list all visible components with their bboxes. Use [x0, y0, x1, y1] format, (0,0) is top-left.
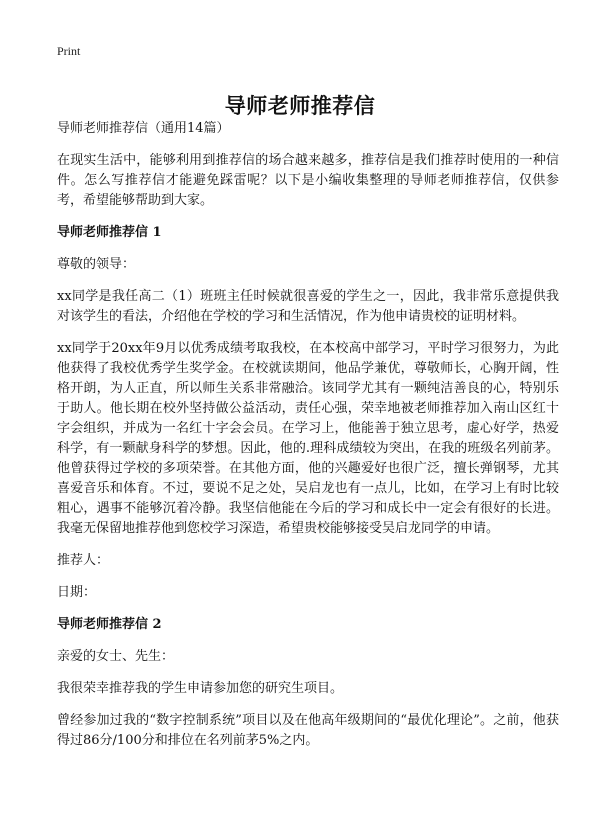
letter2-salutation: 亲爱的女士、先生：	[57, 649, 175, 664]
article-body	[57, 119, 559, 763]
print-link[interactable]: Print	[57, 44, 81, 58]
letter1-paragraph-2: xx同学于20xx年9月以优秀成绩考取我校，在本校高中部学习，平时学习很努力，为此他获得了我校优秀学生奖学金。在校就读期间，他品学兼优，尊敬师长，心胸开阔，性格开朗，为人正直，所以师生关系非常融洽。该同学尤其有一颗纯洁善良的心，特别乐于助人。他长期在校外坚持做公益活动，责任心强，荣幸地被老师推荐加入南山区红十字会组织，并成为一名红十字会会员。在学习上，他能善于独立思考，虚心好学，热爱科学，有一颗献身科学的梦想。因此，他的.理科成绩较为突出，在我的班级名列前茅。他曾获得过学校的多项荣誉。在其他方面，他的兴趣爱好也很广泛，擅长弹钢琴，尤其喜爱音乐和体育。不过，要说不足之处，吴启龙也有一点儿，比如，在学习上有时比较粗心，遇事不能够沉着冷静。我坚信他能在今后的学习和成长中一定会有很好的长进。我毫无保留地推荐他到您校学习深造，希望贵校能够接受吴启龙同学的申请。	[57, 341, 559, 536]
letter1-heading: 导师老师推荐信 1	[57, 225, 162, 240]
letter1-recommender: 推荐人：	[57, 553, 110, 568]
letter1-paragraph-1: xx同学是我任高二（1）班班主任时候就很喜爱的学生之一，因此，我非常乐意提供我对该学生的看法，介绍他在学校的学习和生活情况，作为他申请贵校的证明材料。	[57, 289, 559, 324]
letter2-paragraph-1: 我很荣幸推荐我的学生申请参加您的研究生项目。	[57, 681, 344, 696]
article-subtitle: 导师老师推荐信（通用14篇）	[57, 121, 230, 136]
letter2-heading: 导师老师推荐信 2	[57, 617, 162, 632]
letter2-paragraph-2: 曾经参加过我的“数字控制系统”项目以及在他高年级期间的“最优化理论”。之前，他获得过86分/100分和排位在名列前茅5%之内。	[57, 713, 559, 748]
intro-paragraph: 在现实生活中，能够利用到推荐信的场合越来越多，推荐信是我们推荐时使用的一种信件。怎么写推荐信才能避免踩雷呢？以下是小编收集整理的导师老师推荐信，仅供参考，希望能够帮助到大家。	[57, 153, 559, 208]
letter1-salutation: 尊敬的领导：	[57, 257, 136, 272]
page-title: 导师老师推荐信	[224, 93, 376, 119]
letter1-date: 日期：	[57, 585, 97, 600]
